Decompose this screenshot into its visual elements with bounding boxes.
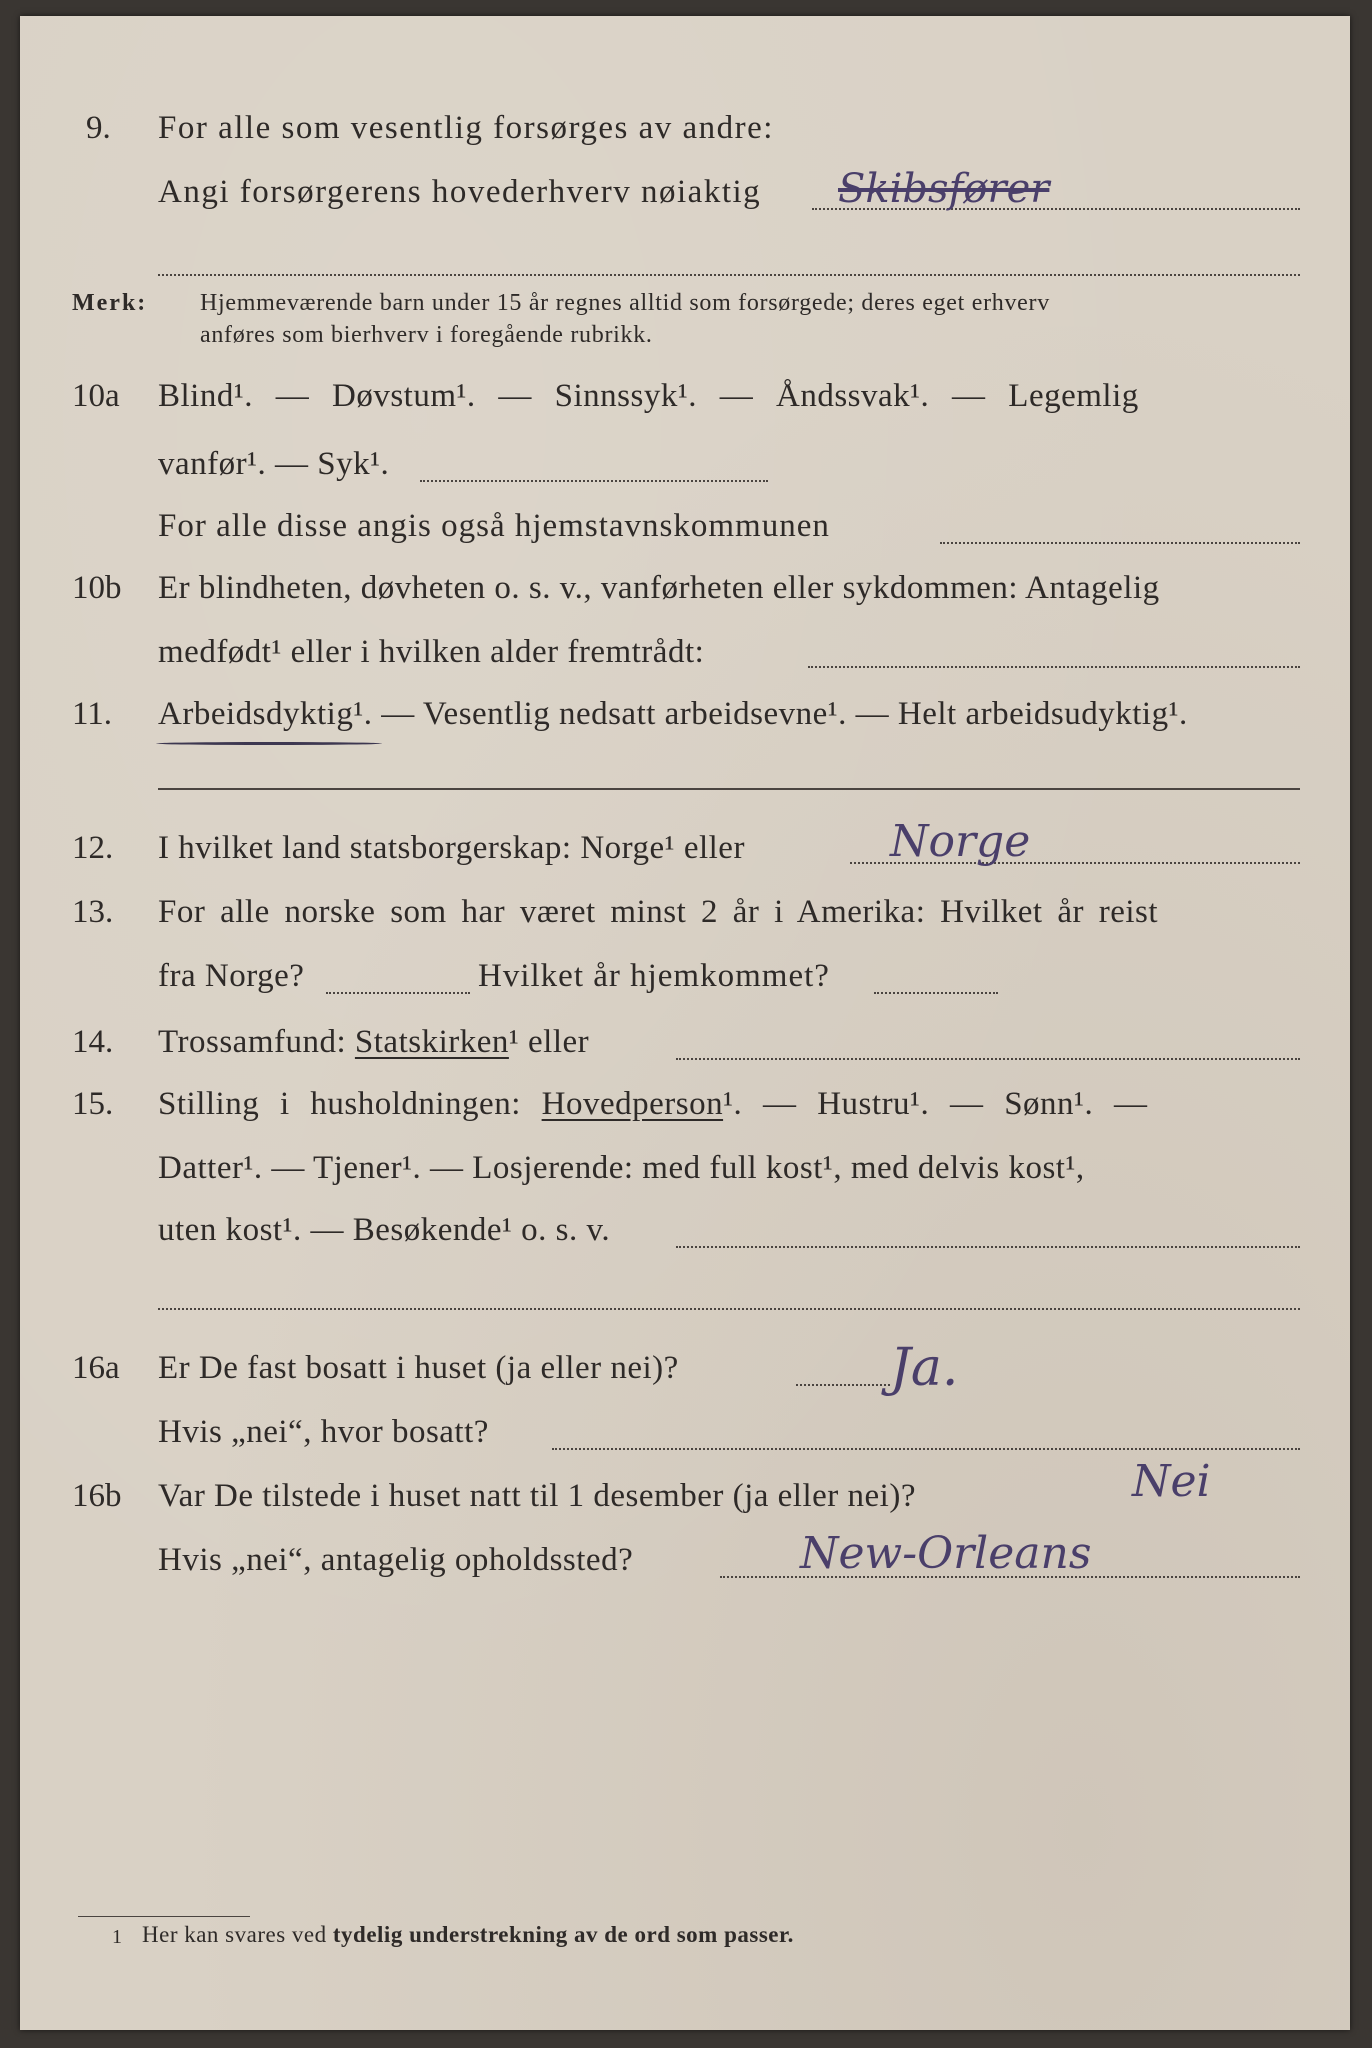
q14-answer-line	[676, 1058, 1300, 1060]
q14-text	[158, 1024, 589, 1061]
census-form-page	[20, 16, 1350, 2030]
q16a-line2: Hvis „nei“, hvor bosatt?	[158, 1414, 489, 1450]
q15-extra-line	[158, 1308, 1300, 1310]
q16a-line1: Er De fast bosatt i huset (ja eller nei)?	[158, 1350, 679, 1386]
question-number-12: 12.	[72, 830, 114, 866]
q9-extra-line	[158, 274, 1300, 276]
q10b-answer-line	[808, 666, 1300, 668]
footnote-text-a: Her kan svares ved	[142, 1922, 327, 1947]
q13-year-left-line	[326, 992, 470, 994]
question-number-13: 13.	[72, 894, 114, 930]
q13-line2b: Hvilket år hjemkommet?	[478, 958, 830, 994]
q10b-line1: Er blindheten, døvheten o. s. v., vanførheten eller sykdommen: Antagelig	[158, 570, 1160, 606]
footnote-text-b: tydelig understrekning av de ord som passer.	[332, 1922, 794, 1947]
note-line1: Hjemmeværende barn under 15 år regnes alltid som forsørgede; deres eget erhverv	[200, 290, 1050, 316]
q15-line1-rest: ¹. — Hustru¹. — Sønn¹. —	[723, 1086, 1148, 1122]
footnote-text	[142, 1922, 794, 1948]
q13-line1: For alle norske som har været minst 2 år i Amerika: Hvilket år reist	[158, 894, 1159, 930]
question-number-15: 15.	[72, 1086, 114, 1122]
q16b-line1: Var De tilstede i huset natt til 1 desember (ja eller nei)?	[158, 1478, 916, 1514]
q10a-line1: Blind¹. — Døvstum¹. — Sinnssyk¹. — Åndssvak¹. — Legemlig	[158, 378, 1139, 414]
q10a-line3: For alle disse angis også hjemstavnskommunen	[158, 508, 830, 544]
q16a-residence-line	[552, 1448, 1300, 1450]
q15-selected-option: Hovedperson	[541, 1086, 724, 1122]
footnote-separator	[78, 1916, 250, 1917]
q15-line2: Datter¹. — Tjener¹. — Losjerende: med full kost¹, med delvis kost¹,	[158, 1150, 1085, 1186]
q11-handwritten-underline	[156, 742, 382, 745]
q10a-line2: vanfør¹. — Syk¹.	[158, 446, 390, 482]
q11-text	[158, 696, 1188, 733]
note-label: Merk:	[72, 290, 148, 316]
question-number-10a: 10a	[72, 378, 120, 414]
q16a-handwritten-answer: Ja.	[890, 1338, 959, 1398]
q13-year-returned-line	[874, 992, 998, 994]
footnote-mark: 1	[112, 1926, 123, 1948]
q11-selected-option: Arbeidsdyktig	[158, 696, 354, 732]
q15-answer-line	[676, 1246, 1300, 1248]
q15-prefix: Stilling i husholdningen:	[158, 1086, 521, 1122]
question-number-14: 14.	[72, 1024, 114, 1060]
q10a-municipality-line	[940, 542, 1300, 544]
question-number-16a: 16a	[72, 1350, 120, 1386]
q9-handwritten-answer: Skibsfører	[838, 166, 1050, 212]
q12-text: I hvilket land statsborgerskap: Norge¹ eller	[158, 830, 745, 866]
q12-handwritten-answer: Norge	[890, 816, 1031, 867]
q16a-answer-line	[796, 1384, 890, 1386]
q14-selected-option: Statskirken	[354, 1024, 509, 1060]
question-number-9: 9.	[86, 110, 111, 146]
q14-prefix: Trossamfund:	[158, 1024, 347, 1060]
q15-line1	[158, 1086, 1147, 1123]
q15-line3: uten kost¹. — Besøkende¹ o. s. v.	[158, 1212, 611, 1248]
q9-line1: For alle som vesentlig forsørges av andre:	[158, 110, 774, 146]
q16b-handwritten-answer-present: Nei	[1132, 1456, 1211, 1507]
q16b-handwritten-answer-location: New-Orleans	[800, 1528, 1092, 1579]
q11-rest: ¹. — Vesentlig nedsatt arbeidsevne¹. — Helt arbeidsudyktig¹.	[353, 696, 1188, 732]
q10a-answer-line	[420, 480, 768, 482]
q13-line2a: fra Norge?	[158, 958, 305, 994]
q14-suffix: ¹ eller	[508, 1024, 590, 1060]
q9-line2: Angi forsørgerens hovederhverv nøiaktig	[158, 174, 762, 210]
q16b-line2: Hvis „nei“, antagelig opholdssted?	[158, 1542, 634, 1578]
q11-answer-line	[158, 788, 1300, 790]
question-number-11: 11.	[72, 696, 113, 732]
question-number-16b: 16b	[72, 1478, 122, 1514]
note-line2: anføres som bierhverv i foregående rubrikk.	[200, 322, 653, 348]
q10b-line2: medfødt¹ eller i hvilken alder fremtrådt:	[158, 634, 705, 670]
question-number-10b: 10b	[72, 570, 122, 606]
